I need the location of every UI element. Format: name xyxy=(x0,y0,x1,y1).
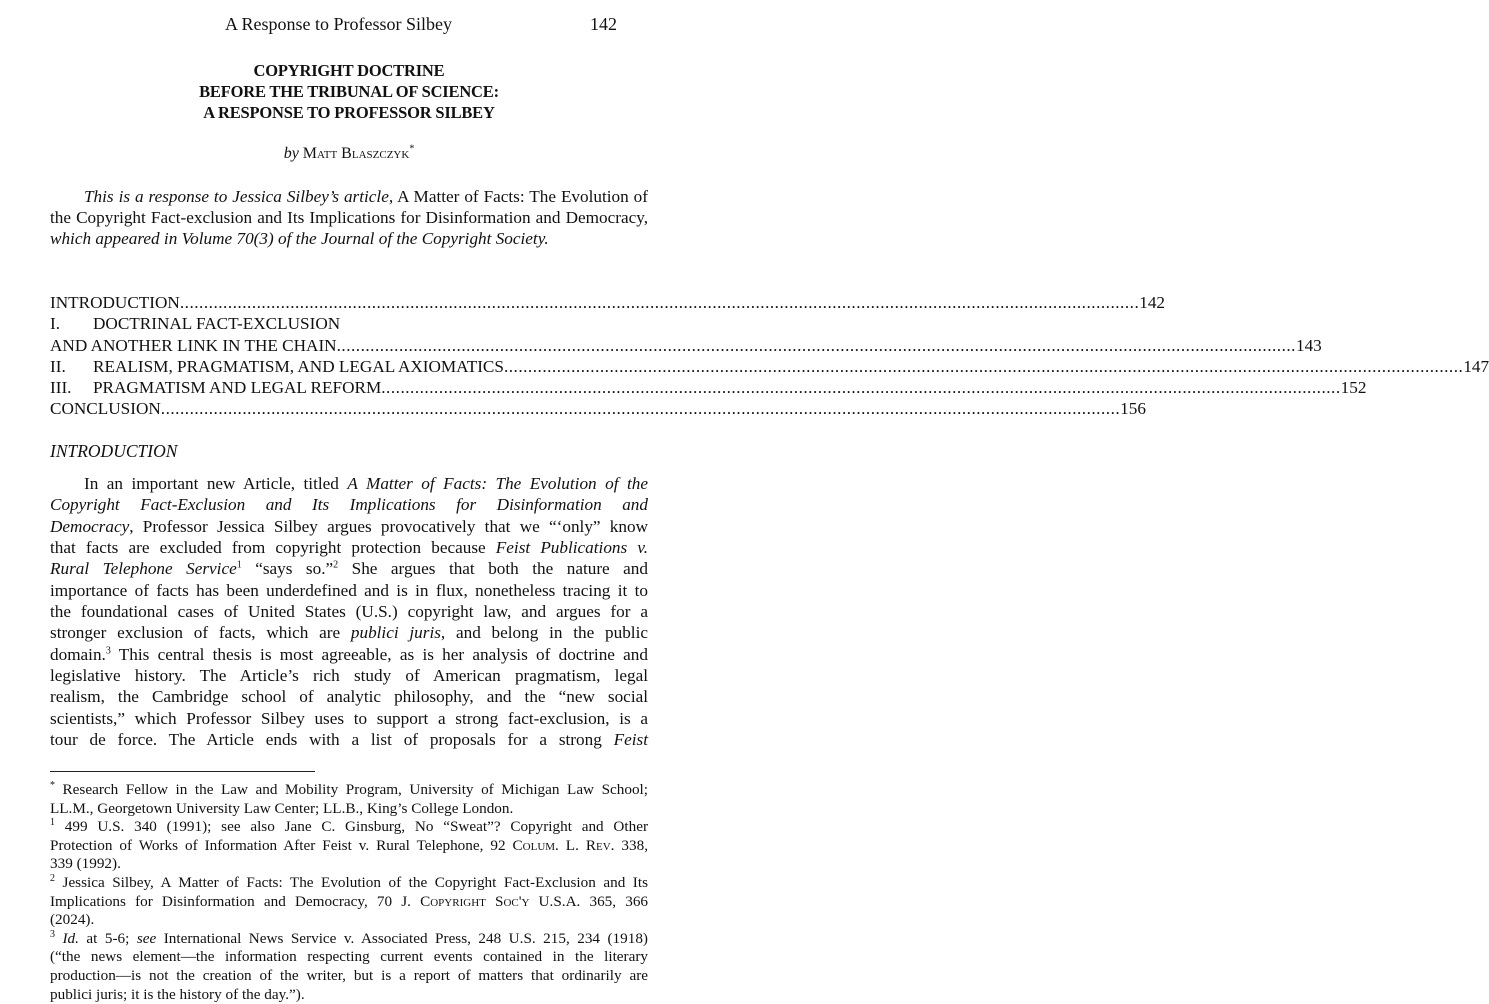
toc-leader-dots: ........................................................................................................................................................................................................ xyxy=(503,356,1464,376)
abstract-lead: This is a response to Jessica Silbey’s article, xyxy=(84,187,394,206)
toc-leader-dots: ........................................................................................................................................................................................................ xyxy=(336,335,1296,355)
toc-entry-page: 147 xyxy=(1463,356,1489,376)
footnote-line: $^3$ Id. at 5-6; see International News Service v. Associated Press, 248 U.S. 215, 234 (1918) xyxy=(50,928,648,947)
abstract-trail: which appeared in Volume 70(3) of the Journal of the Copyright Society. xyxy=(50,229,549,249)
toc-leader-dots: ........................................................................................................................................................................................................ xyxy=(160,399,1121,419)
byline-by: by xyxy=(283,145,299,162)
footnote-divider xyxy=(50,771,315,772)
title-line: COPYRIGHT DOCTRINE xyxy=(253,61,445,80)
body-line: stronger exclusion of facts, which are publici juris, and belong in the public xyxy=(50,623,648,643)
toc-entry-page: 156 xyxy=(1120,399,1146,419)
toc-entry-label: I. DOCTRINAL FACT-EXCLUSION xyxy=(50,314,341,334)
toc-entry[interactable] xyxy=(50,335,1322,356)
footnote-line: publici juris; it is the history of the day.”). xyxy=(50,985,305,1003)
toc-entry-label: CONCLUSION xyxy=(50,399,161,419)
footnotes xyxy=(50,781,648,1004)
body-line: legislative history. The Article’s rich study of American pragmatism, legal xyxy=(50,666,648,686)
toc-entry-number: I. xyxy=(50,314,61,334)
toc-entry[interactable] xyxy=(50,313,648,334)
running-header-title: A Response to Professor Silbey xyxy=(225,14,452,34)
toc-leader-dots: ........................................................................................................................................................................................................ xyxy=(179,293,1140,312)
footnote-line: $^1$ 499 U.S. 340 (1991); see also Jane C. Ginsburg, No “Sweat”? Copyright and Other xyxy=(50,817,648,836)
toc-entry[interactable] xyxy=(50,377,1367,398)
body-line: the foundational cases of United States (U.S.) copyright law, and argues for a xyxy=(50,602,648,622)
footnote-line: 339 (1992). xyxy=(50,855,121,873)
body-line: importance of facts has been underdefined and is in flux, nonetheless tracing it to xyxy=(50,580,648,600)
body-text xyxy=(50,473,648,750)
title-line: BEFORE THE TRIBUNAL OF SCIENCE: xyxy=(199,82,499,101)
toc-leader-dots: ........................................................................................................................................................................................................ xyxy=(381,378,1341,398)
footnote xyxy=(50,818,648,874)
body-line: that facts are excluded from copyright protection because Feist Publications v. xyxy=(50,538,648,558)
toc-entry-label: III. PRAGMATISM AND LEGAL REFORM xyxy=(50,378,382,398)
body-line: domain.$^3$ This central thesis is most agreeable, as is her analysis of doctrine and xyxy=(50,644,648,664)
abstract-article-title: A Matter of Facts: The Evolution of the Copyright Fact-exclusion and Its Implications for Disinformation and Democracy, xyxy=(50,187,648,228)
footnote-line: * Research Fellow in the Law and Mobility Program, University of Michigan Law School; xyxy=(50,779,648,798)
toc-entry-page: 142 xyxy=(1139,293,1166,312)
footnote-line: (“the news element—the information respecting current events contained in the literary xyxy=(50,948,648,966)
toc-entry-page: 143 xyxy=(1295,335,1322,355)
footnote-line: (2024). xyxy=(50,911,95,929)
footnote-line: Implications for Disinformation and Democracy, 70 J. Copyright Soc'y U.S.A. 365, 366 xyxy=(50,892,649,910)
body-line: Copyright Fact-Exclusion and Its Implications for Disinformation and xyxy=(50,495,648,515)
table-of-contents xyxy=(50,292,1489,420)
page-number: 142 xyxy=(590,14,617,34)
toc-entry[interactable] xyxy=(50,292,1166,313)
byline xyxy=(50,144,648,164)
toc-entry[interactable] xyxy=(50,356,1489,377)
toc-entry[interactable] xyxy=(50,398,1146,419)
footnote xyxy=(50,930,648,1004)
footnote-line: Protection of Works of Information After Feist v. Rural Telephone, 92 Colum. L. Rev. 338, xyxy=(50,836,648,854)
author-name: Matt Blaszczyk xyxy=(302,145,410,162)
footnote-line: $^2$ Jessica Silbey, A Matter of Facts: The Evolution of the Copyright Fact-Exclusion and Its xyxy=(50,872,648,891)
toc-entry-label: INTRODUCTION xyxy=(50,293,180,312)
body-line: Democracy, Professor Jessica Silbey argues provocatively that we “‘only” know xyxy=(50,516,648,536)
toc-entry-page: 152 xyxy=(1340,378,1367,398)
toc-entry-label: AND ANOTHER LINK IN THE CHAIN xyxy=(50,335,337,355)
toc-entry-number: II. xyxy=(50,356,66,376)
footnote xyxy=(50,874,648,930)
author-footnote-marker: * xyxy=(409,143,415,155)
footnote xyxy=(50,781,648,818)
body-line: Rural Telephone Service$^1$ “says so.”$^2$ She argues that both the nature and xyxy=(50,559,648,579)
abstract xyxy=(50,186,648,250)
footnote-line: production—is not the creation of the writer, but is a report of matters that ordinarily are xyxy=(50,966,648,984)
body-line: realism, the Cambridge school of analytic philosophy, and the “new social xyxy=(50,687,648,707)
body-line: tour de force. The Article ends with a list of proposals for a strong Feist xyxy=(50,730,648,750)
body-line: In an important new Article, titled A Matter of Facts: The Evolution of the xyxy=(84,474,648,493)
section-heading: INTRODUCTION xyxy=(50,441,178,461)
toc-entry-number: III. xyxy=(50,378,72,398)
title-line: A RESPONSE TO PROFESSOR SILBEY xyxy=(203,103,495,122)
footnote-line: LL.M., Georgetown University Law Center; LL.B., King’s College London. xyxy=(50,799,514,817)
article-title xyxy=(50,60,648,123)
toc-entry-label: II. REALISM, PRAGMATISM, AND LEGAL AXIOMATICS xyxy=(50,356,504,376)
document-page xyxy=(50,0,1489,1003)
body-line: scientists,” which Professor Silbey uses to support a strong fact-exclusion, is a xyxy=(50,708,648,728)
